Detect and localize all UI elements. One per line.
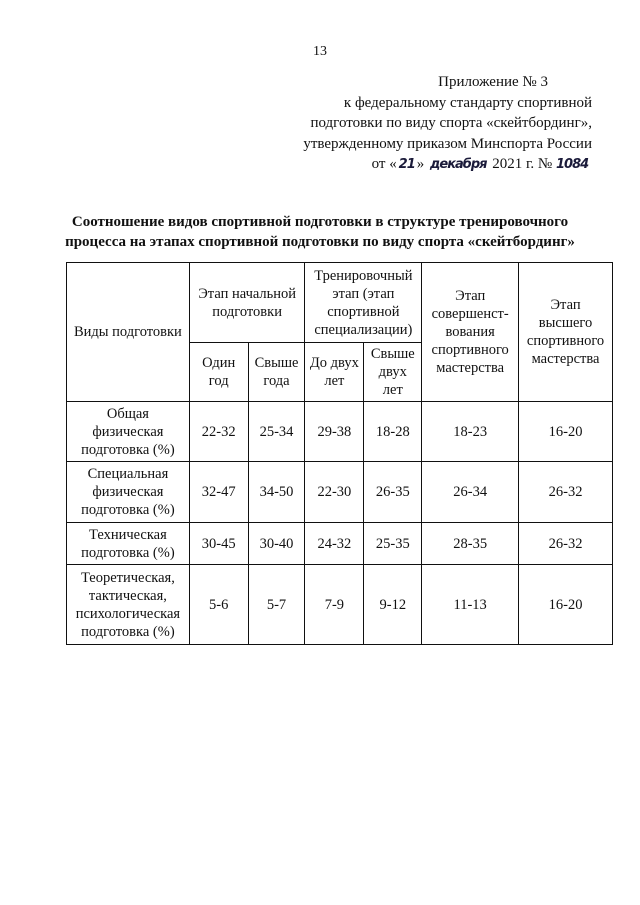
cell-value: 18-23: [422, 402, 519, 462]
cell-value: 30-45: [189, 523, 248, 565]
cell-value: 28-35: [422, 523, 519, 565]
header-stage-improvement: Этап совершенст-вования спортивного мастерства: [422, 263, 519, 402]
appendix-line: подготовки по виду спорта «скейтбординг»,: [310, 115, 592, 131]
cell-value: 25-35: [364, 523, 422, 565]
date-prefix: от «: [371, 156, 397, 172]
appendix-block: [262, 72, 592, 176]
header-stage-initial: Этап начальной подготовки: [189, 263, 305, 343]
appendix-date-line: [262, 154, 592, 176]
table-row: [67, 402, 613, 462]
document-heading: [60, 212, 580, 252]
date-mid: »: [416, 156, 425, 172]
cell-value: 5-6: [189, 565, 248, 645]
handwritten-month: декабря: [429, 157, 487, 172]
header-stage-higher: Этап высшего спортивного мастерства: [519, 263, 613, 402]
row-label: Теоретическая, тактическая, психологическая подготовка (%): [67, 565, 190, 645]
subheader-one-year: Один год: [189, 343, 248, 402]
training-ratio-table: [66, 262, 613, 645]
subheader-over-two: Свыше двух лет: [364, 343, 422, 402]
cell-value: 29-38: [305, 402, 364, 462]
cell-value: 7-9: [305, 565, 364, 645]
table-row: [67, 462, 613, 523]
cell-value: 25-34: [248, 402, 305, 462]
handwritten-day: 21: [398, 157, 415, 172]
cell-value: 32-47: [189, 462, 248, 523]
cell-value: 26-32: [519, 462, 613, 523]
subheader-over-year: Свыше года: [248, 343, 305, 402]
header-stage-training: Тренировочный этап (этап спортивной специализации): [305, 263, 422, 343]
cell-value: 22-30: [305, 462, 364, 523]
appendix-title: Приложение № 3: [438, 74, 548, 90]
cell-value: 11-13: [422, 565, 519, 645]
cell-value: 16-20: [519, 565, 613, 645]
row-label: Техническая подготовка (%): [67, 523, 190, 565]
cell-value: 22-32: [189, 402, 248, 462]
cell-value: 9-12: [364, 565, 422, 645]
table-row: [67, 523, 613, 565]
subheader-up-to-two: До двух лет: [305, 343, 364, 402]
cell-value: 18-28: [364, 402, 422, 462]
appendix-line: утвержденному приказом Минспорта России: [303, 135, 592, 152]
cell-value: 16-20: [519, 402, 613, 462]
cell-value: 30-40: [248, 523, 305, 565]
page-number: 13: [313, 44, 327, 59]
cell-value: 34-50: [248, 462, 305, 523]
header-kind: Виды подготовки: [67, 263, 190, 402]
row-label: Общая физическая подготовка (%): [67, 402, 190, 462]
cell-value: 26-35: [364, 462, 422, 523]
row-label: Специальная физическая подготовка (%): [67, 462, 190, 523]
cell-value: 24-32: [305, 523, 364, 565]
heading-line-1: Соотношение видов спортивной подготовки в структуре тренировочного: [71, 214, 569, 230]
appendix-line: к федеральному стандарту спортивной: [343, 94, 592, 111]
date-year: 2021 г. №: [492, 156, 553, 172]
cell-value: 26-34: [422, 462, 519, 523]
cell-value: 5-7: [248, 565, 305, 645]
table-row: [67, 565, 613, 645]
handwritten-order-number: 1084: [556, 157, 589, 172]
heading-line-2: процесса на этапах спортивной подготовки по виду спорта «скейтбординг»: [65, 234, 575, 250]
cell-value: 26-32: [519, 523, 613, 565]
